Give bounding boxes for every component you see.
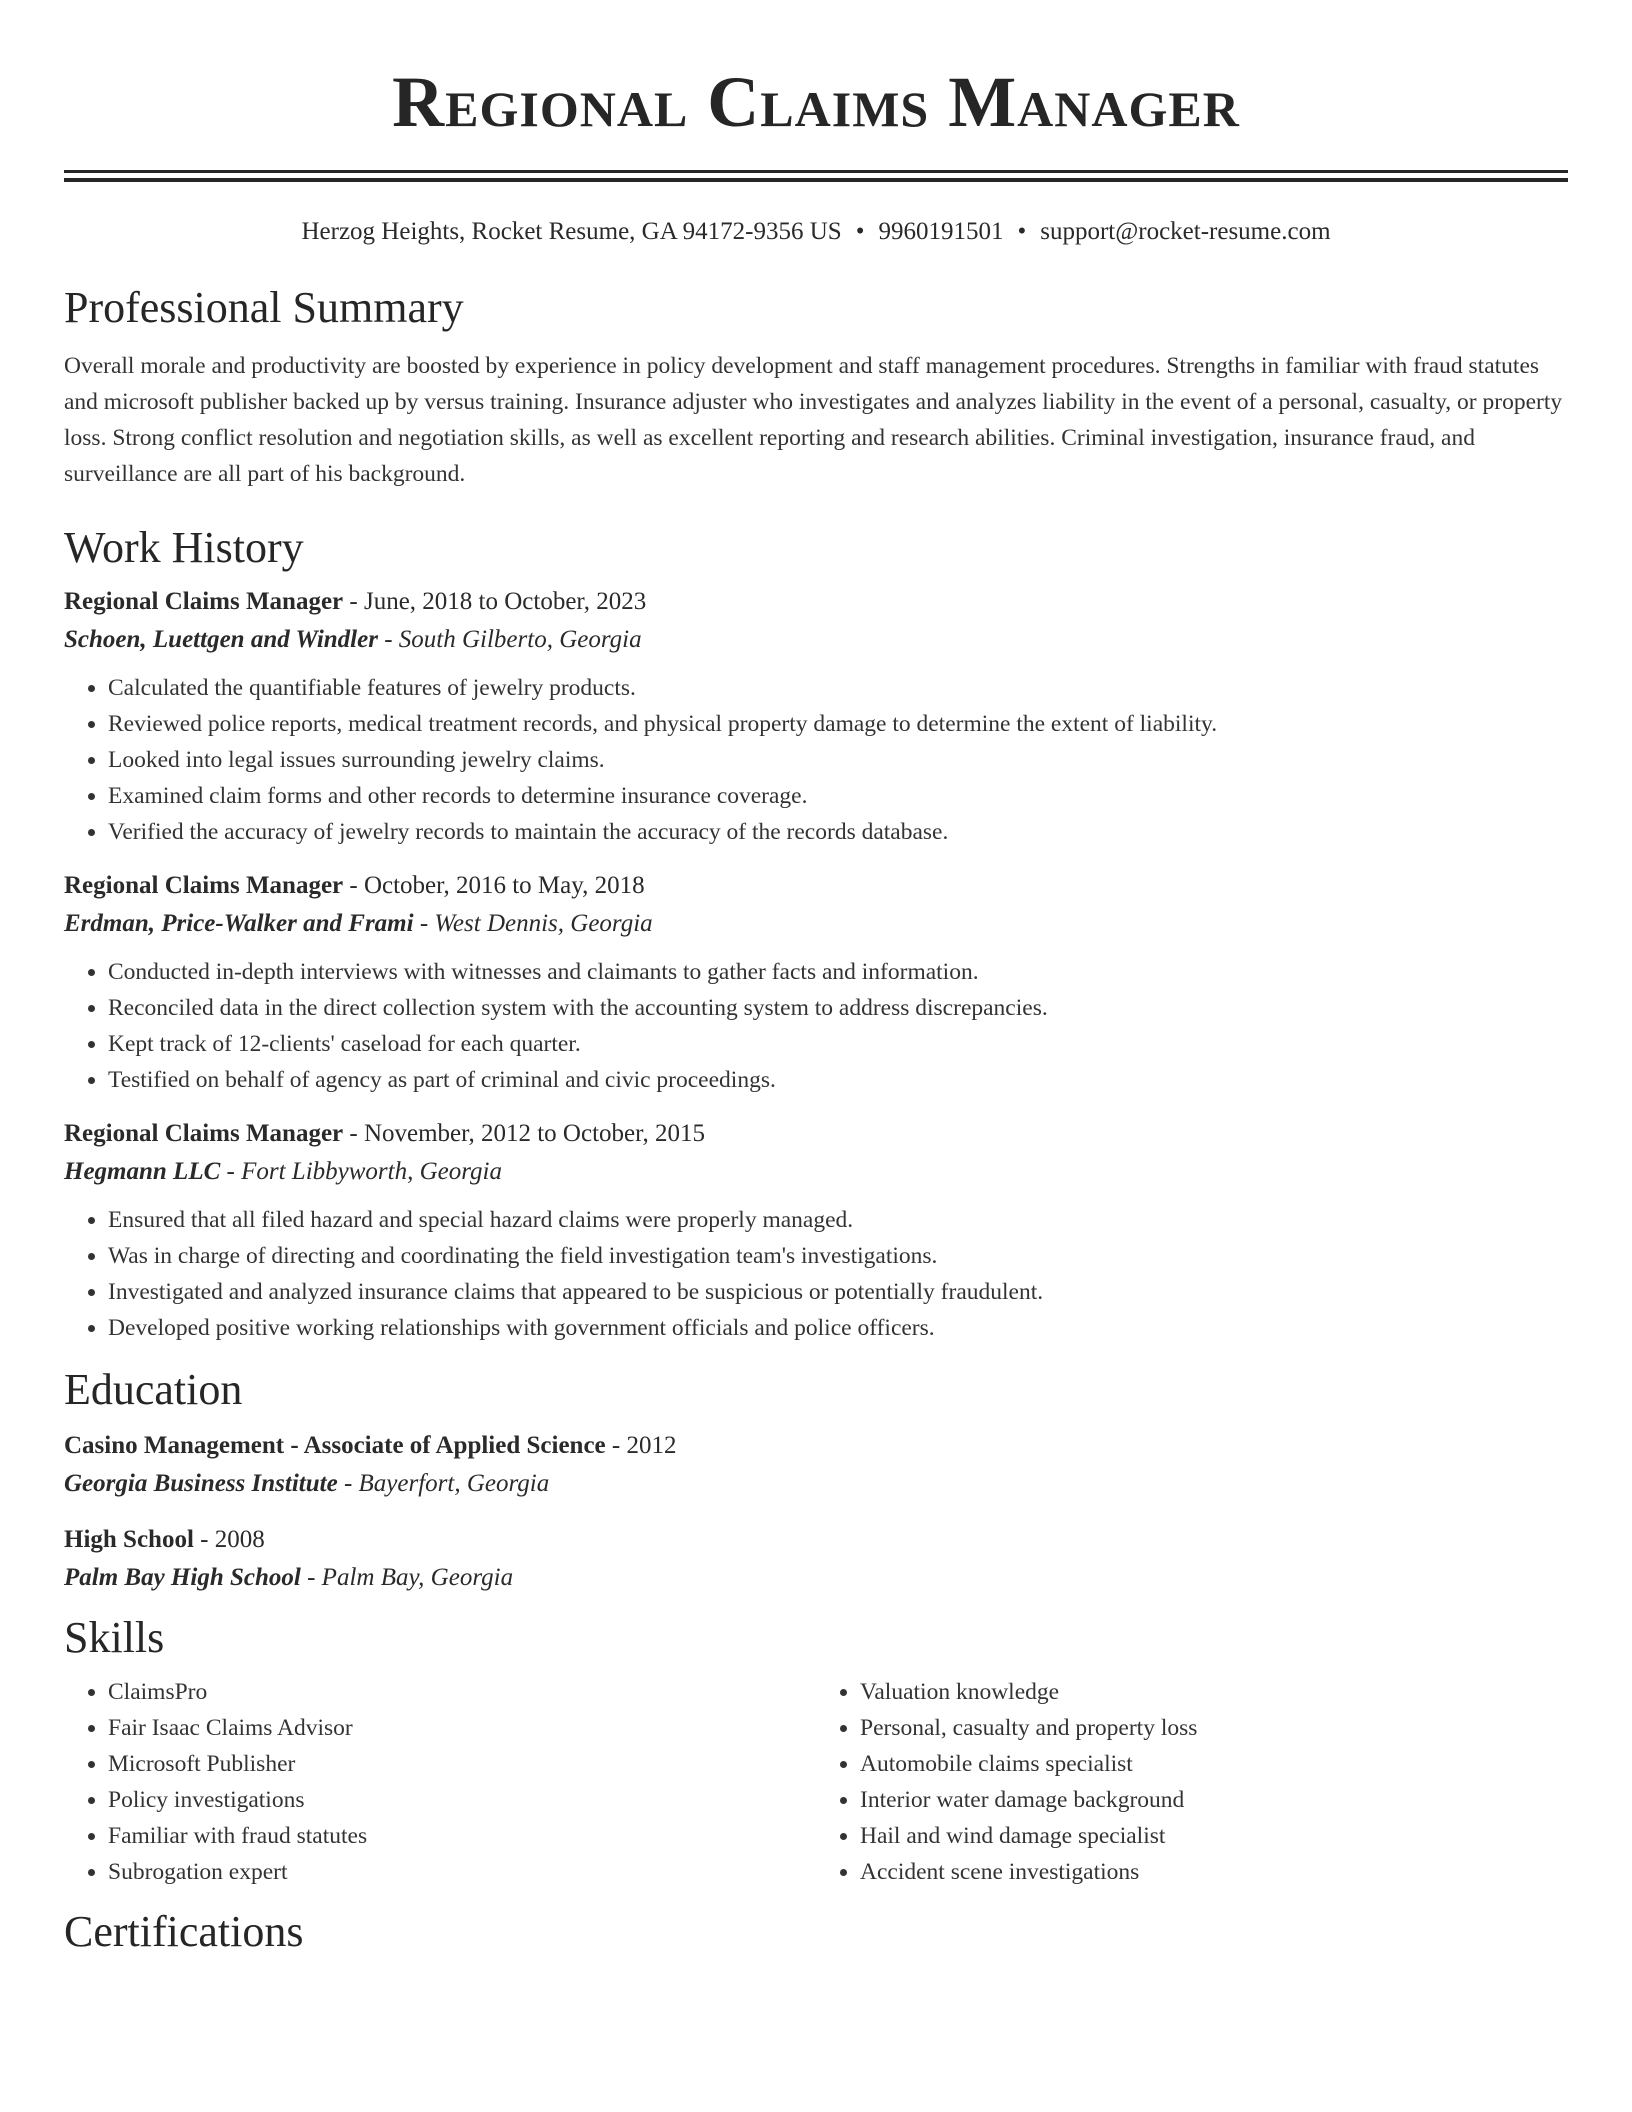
job-dates: - June, 2018 to October, 2023 xyxy=(343,588,647,615)
job-company-line xyxy=(64,1152,1568,1192)
skill-item: • Subrogation expert xyxy=(108,1854,816,1890)
job-role: Regional Claims Manager xyxy=(64,588,344,615)
skill-item: • Fair Isaac Claims Advisor xyxy=(108,1710,816,1746)
list-item: • Calculated the quantifiable features of jewelry products. xyxy=(108,670,1568,706)
list-item: • Developed positive working relationships with government officials and police officers. xyxy=(108,1310,1568,1346)
job-company-line xyxy=(64,904,1568,944)
work-history-heading: Work History xyxy=(64,523,304,572)
list-item: • Investigated and analyzed insurance claims that appeared to be suspicious or potentially fraudulent. xyxy=(108,1274,1568,1310)
education-school-line xyxy=(64,1464,1568,1504)
job-entry xyxy=(64,1116,1568,1346)
list-item: • Verified the accuracy of jewelry records to maintain the accuracy of the records database. xyxy=(108,814,1568,850)
skill-item: • Automobile claims specialist xyxy=(860,1746,1568,1782)
job-company: Schoen, Luettgen and Windler xyxy=(64,626,378,653)
skill-item: • Personal, casualty and property loss xyxy=(860,1710,1568,1746)
job-duties xyxy=(64,670,1568,850)
skill-item: • Accident scene investigations xyxy=(860,1854,1568,1890)
contact-line xyxy=(64,216,1568,248)
job-header xyxy=(64,584,1568,620)
job-company: Erdman, Price-Walker and Frami xyxy=(64,910,414,937)
job-location: - West Dennis, Georgia xyxy=(413,910,653,937)
list-item: • Was in charge of directing and coordinating the field investigation team's investigations. xyxy=(108,1238,1568,1274)
job-header xyxy=(64,868,1568,904)
summary-heading: Professional Summary xyxy=(64,283,464,332)
skills-columns xyxy=(64,1674,1568,1890)
title-double-rule xyxy=(64,170,1568,182)
list-item: • Examined claim forms and other records to determine insurance coverage. xyxy=(108,778,1568,814)
skill-item: • Hail and wind damage specialist xyxy=(860,1818,1568,1854)
education-heading: Education xyxy=(64,1365,243,1414)
education-school: Georgia Business Institute xyxy=(64,1470,338,1497)
list-item: • Reconciled data in the direct collection system with the accounting system to address discrepancies. xyxy=(108,990,1568,1026)
list-item: • Testified on behalf of agency as part of criminal and civic proceedings. xyxy=(108,1062,1568,1098)
job-duties xyxy=(64,954,1568,1098)
list-item: • Conducted in-depth interviews with witnesses and claimants to gather facts and information. xyxy=(108,954,1568,990)
summary-text: Overall morale and productivity are boosted by experience in policy development and staff management procedures. Strengths in familiar with fraud statutes and microsoft publisher backed up by versus training. Insurance adjuster who investigates and analyzes liability in the event of a personal, casualty, or property loss. Strong conflict resolution and negotiation skills, as well as excellent reporting and research abilities. Criminal investigation, insurance fraud, and surveillance are all part of his background. xyxy=(64,353,1563,487)
resume-title: Regional Claims Manager xyxy=(392,62,1240,142)
job-company-line xyxy=(64,620,1568,660)
education-location: - Bayerfort, Georgia xyxy=(337,1470,550,1497)
skills-heading: Skills xyxy=(64,1613,165,1662)
education-year: - 2012 xyxy=(605,1432,677,1459)
education-entry xyxy=(64,1428,1568,1504)
education-degree-line xyxy=(64,1522,1568,1558)
contact-separator: • xyxy=(1017,218,1027,245)
list-item: • Reviewed police reports, medical treatment records, and physical property damage to determine the extent of liability. xyxy=(108,706,1568,742)
list-item: • Kept track of 12-clients' caseload for each quarter. xyxy=(108,1026,1568,1062)
skill-item: • Microsoft Publisher xyxy=(108,1746,816,1782)
education-degree-line xyxy=(64,1428,1568,1464)
job-role: Regional Claims Manager xyxy=(64,872,344,899)
job-dates: - November, 2012 to October, 2015 xyxy=(343,1120,705,1147)
skills-list-left xyxy=(64,1674,816,1890)
contact-separator: • xyxy=(855,218,865,245)
skill-item: • Valuation knowledge xyxy=(860,1674,1568,1710)
job-company: Hegmann LLC xyxy=(64,1158,221,1185)
job-header xyxy=(64,1116,1568,1152)
skill-item: • Familiar with fraud statutes xyxy=(108,1818,816,1854)
job-location: - South Gilberto, Georgia xyxy=(377,626,642,653)
education-degree: High School xyxy=(64,1526,194,1553)
list-item: • Ensured that all filed hazard and special hazard claims were properly managed. xyxy=(108,1202,1568,1238)
contact-address: Herzog Heights, Rocket Resume, GA 94172-9356 US xyxy=(301,218,842,245)
list-item: • Looked into legal issues surrounding jewelry claims. xyxy=(108,742,1568,778)
education-year: - 2008 xyxy=(193,1526,265,1553)
skill-item: • Interior water damage background xyxy=(860,1782,1568,1818)
contact-email: support@rocket-resume.com xyxy=(1040,218,1331,245)
job-role: Regional Claims Manager xyxy=(64,1120,344,1147)
certifications-heading: Certifications xyxy=(64,1907,304,1956)
education-school-line xyxy=(64,1558,1568,1598)
education-entry xyxy=(64,1522,1568,1598)
education-location: - Palm Bay, Georgia xyxy=(300,1564,514,1591)
job-entry xyxy=(64,868,1568,1098)
skill-item: • ClaimsPro xyxy=(108,1674,816,1710)
education-school: Palm Bay High School xyxy=(64,1564,301,1591)
job-entry xyxy=(64,584,1568,850)
job-dates: - October, 2016 to May, 2018 xyxy=(343,872,645,899)
skills-list-right xyxy=(816,1674,1568,1890)
contact-phone: 9960191501 xyxy=(878,218,1004,245)
job-location: - Fort Libbyworth, Georgia xyxy=(220,1158,502,1185)
job-duties xyxy=(64,1202,1568,1346)
education-degree: Casino Management - Associate of Applied Science xyxy=(64,1432,606,1459)
skill-item: • Policy investigations xyxy=(108,1782,816,1818)
